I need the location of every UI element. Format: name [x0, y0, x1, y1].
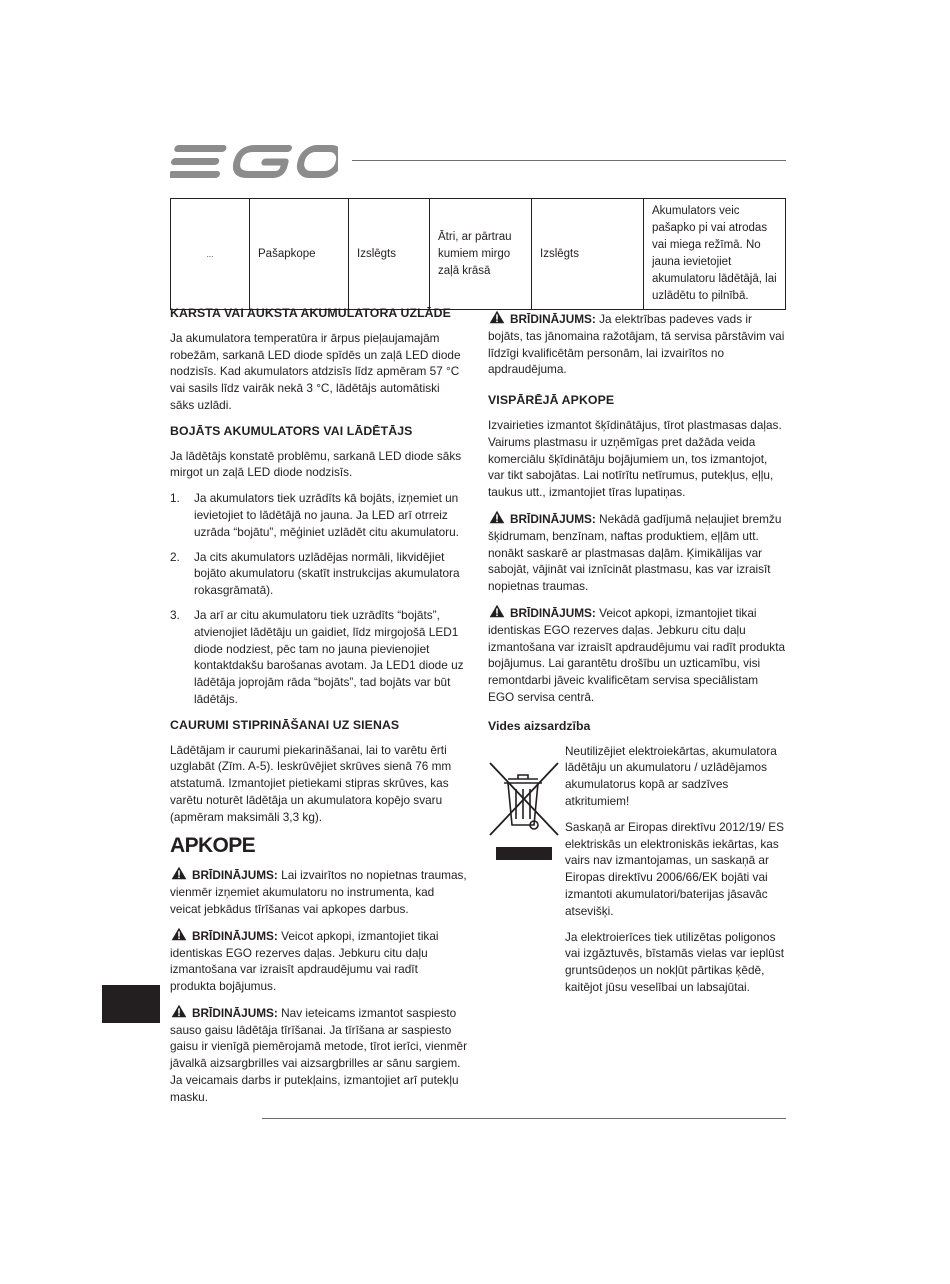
list-item — [170, 607, 467, 708]
warning-text: Lai izvairītos no nopietnas traumas, vienmēr izņemiet akumulatoru no instrumenta, kad veicat jebkādus tīrīšanas vai apkopes darbus. — [170, 868, 467, 916]
paragraph: Neutilizējiet elektroiekārtas, akumulatora lādētāju un akumulatoru / uzlādējamos akumulatorus kopā ar sadzīves atkritumiem! — [565, 743, 777, 808]
paragraph: Ja lādētājs konstatē problēmu, sarkanā LED diode sāks mirgot un zaļā LED diode nodzisīs. — [170, 448, 462, 480]
warning-triangle-icon — [170, 866, 188, 880]
list-number: 1. — [170, 491, 180, 506]
warning-paragraph — [170, 1004, 467, 1106]
page-side-tab — [102, 985, 160, 1023]
list-text: Ja arī ar citu akumulatoru tiek uzrādīts “bojāts”, atvienojiet lādētāju un gaidiet, līdz mirgojošā LED1 diode nodziest, pēc tam no jauna pievienojiet kontaktdakšu barošanas avotam. Ja LED1 diode uz lādētāja joprojām rāda “bojāts”, tad bojāts var būt lādētājs. — [194, 607, 464, 706]
section-title: KARSTA VAI AUKSTA AKUMULATORA UZLĀDE — [170, 306, 451, 320]
list-item — [170, 549, 467, 599]
page-heading: APKOPE — [170, 833, 256, 857]
warning-label: BRĪDINĀJUMS: — [510, 605, 596, 620]
table-cell: Akumulators veic pašapko pi vai atrodas vai miega režīmā. No jauna ievietojiet akumulatoru lādētājā, lai uzlādētu to pilnībā. — [644, 199, 786, 310]
section-title: VISPĀRĒJĀ APKOPE — [488, 393, 615, 408]
warning-label: BRĪDINĀJUMS: — [192, 1005, 278, 1020]
environment-text — [565, 743, 786, 996]
warning-text: Ja elektrības padeves vads ir bojāts, tas jānomaina ražotājam, tā servisa pārstāvim vai līdzīgi kvalificētām personām, lai izvairītos no apdraudējuma. — [488, 312, 785, 377]
table-cell: Izslēgts — [532, 199, 644, 310]
warning-label: BRĪDINĀJUMS: — [510, 312, 596, 326]
paragraph: Izvairieties izmantot šķīdinātājus, tīrot plastmasas daļas. Vairums plastmasu ir uzņēmīgas pret dažāda veida komerciālu šķīdinātāju bojājumiem un, tos izmantojot, var tikt sabojātas. Lai notīrītu netīrumus, putekļus, eļļu, taukus utt., izmantojiet tīras lupatiņas. — [488, 417, 782, 500]
footer-rule — [262, 1118, 786, 1119]
list-text: Ja cits akumulators uzlādējas normāli, likvidējiet bojāto akumulatoru (skatīt instrukcijas akumulatora rokasgrāmatā). — [194, 549, 460, 598]
left-column — [170, 305, 467, 1115]
warning-text: Nav ieteicams izmantot saspiesto sauso gaisu lādētāja tīrīšanai. Ja tīrīšana ar saspiesto gaisu ir vienīgā piemērojamā metode, tīrot ierīci, vienmēr jāvalkā aizsargbrilles vai aizsargbrilles ar sānu sargiem. Ja veicamais darbs ir putekļains, izmantojiet arī putekļu masku. — [170, 1005, 468, 1104]
warning-paragraph — [170, 866, 467, 917]
warning-triangle-icon — [170, 1004, 188, 1018]
table-cell: Ātri, ar pārtrau kumiem mirgo zaļā krāsā — [430, 199, 532, 310]
warning-text: Veicot apkopi, izmantojiet tikai identiskas EGO rezerves daļas. Jebkuru citu daļu izmantošana var izraisīt apdraudējumu vai radīt produkta bojājumus. Lai garantētu drošību un uzticamību, visi remontdarbi jāveic kvalificētam servisa speciālistam EGO servisa centrā. — [488, 605, 786, 704]
warning-triangle-icon — [488, 510, 506, 524]
environment-block — [488, 743, 786, 996]
warning-paragraph — [488, 510, 786, 595]
list-item — [170, 490, 467, 540]
right-column — [488, 310, 786, 1005]
ego-logo — [170, 142, 338, 182]
warning-triangle-icon — [170, 927, 188, 941]
header-rule — [352, 160, 786, 161]
warning-paragraph — [488, 604, 786, 706]
warning-paragraph — [170, 927, 467, 995]
paragraph: Lādētājam ir caurumi piekarināšanai, lai to varētu ērti uzglabāt (Zīm. A-5). Ieskrūvējiet skrūves sienā 76 mm atstatumā. Izmantojiet pietiekami stipras skrūves, kas varētu noturēt lādētāja un akumulatora kopējo svaru (apmēram maksimāli 3,3 kg). — [170, 742, 452, 824]
section-title: CAURUMI STIPRINĀŠANAI UZ SIENAS — [170, 717, 400, 732]
warning-label: BRĪDINĀJUMS: — [192, 868, 278, 883]
status-table — [170, 198, 786, 310]
warning-triangle-icon — [488, 604, 506, 618]
section-title: BOJĀTS AKUMULATORS VAI LĀDĒTĀJS — [170, 423, 413, 438]
table-cell: Izslēgts — [349, 199, 430, 310]
steps-list — [170, 490, 467, 708]
paragraph: Saskaņā ar Eiropas direktīvu 2012/19/ ES elektriskās un elektroniskās iekārtas, kas vairs nav izmantojamas, un saskaņā ar Eiropas direktīvu 2006/66/EK bojāti vai izmantoti akumulatori/baterijas jāsavāc atsevišķi. — [565, 819, 785, 918]
paragraph: Ja akumulatora temperatūra ir ārpus pieļaujamajām robežām, sarkanā LED diode spīdēs un zaļā LED diode nodzisīs. Kad akumulators atdzisīs līdz apmēram 57 °C vai sasils līdz vairāk nekā 3 °C, lādētājs automātiski sāks uzlādi. — [170, 330, 461, 412]
warning-text: Veicot apkopi, izmantojiet tikai identiskas EGO rezerves daļas. Jebkuru citu daļu izmantošana var izraisīt apdraudējumu vai radīt produkta bojājumus. — [170, 928, 439, 994]
warning-triangle-icon — [488, 310, 506, 324]
warning-paragraph — [488, 310, 786, 378]
warning-label: BRĪDINĀJUMS: — [192, 928, 278, 943]
list-number: 2. — [170, 549, 180, 564]
table-cell: Pašapkope — [250, 199, 349, 310]
paragraph: Ja elektroierīces tiek utilizētas poligonos vai izgāztuvēs, bīstamās vielas var ieplūst gruntsūdeņos un nokļūt pārtikas ķēdē, kaitējot jūsu veselībai un labsajūtai. — [565, 929, 784, 994]
table-cell: ... — [171, 199, 250, 310]
section-title: Vides aizsardzība — [488, 718, 591, 733]
list-text: Ja akumulators tiek uzrādīts kā bojāts, izņemiet un ievietojiet to lādētājā no jauna. Ja LED arī otrreiz uzrāda “bojātu”, mēģiniet uzlādēt citu akumulatoru. — [194, 491, 459, 539]
crossed-bin-icon — [488, 759, 560, 863]
warning-text: Nekādā gadījumā neļaujiet bremžu šķidrumam, benzīnam, naftas produktiem, eļļām utt. nonākt saskarē ar plastmasas daļām. Ķimikālijas var sabojāt, vājināt vai iznīcināt plastmasu, kas var izraisīt nopietnas traumas. — [488, 511, 782, 594]
list-number: 3. — [170, 607, 180, 622]
table-row — [171, 199, 786, 310]
warning-label: BRĪDINĀJUMS: — [510, 511, 596, 526]
